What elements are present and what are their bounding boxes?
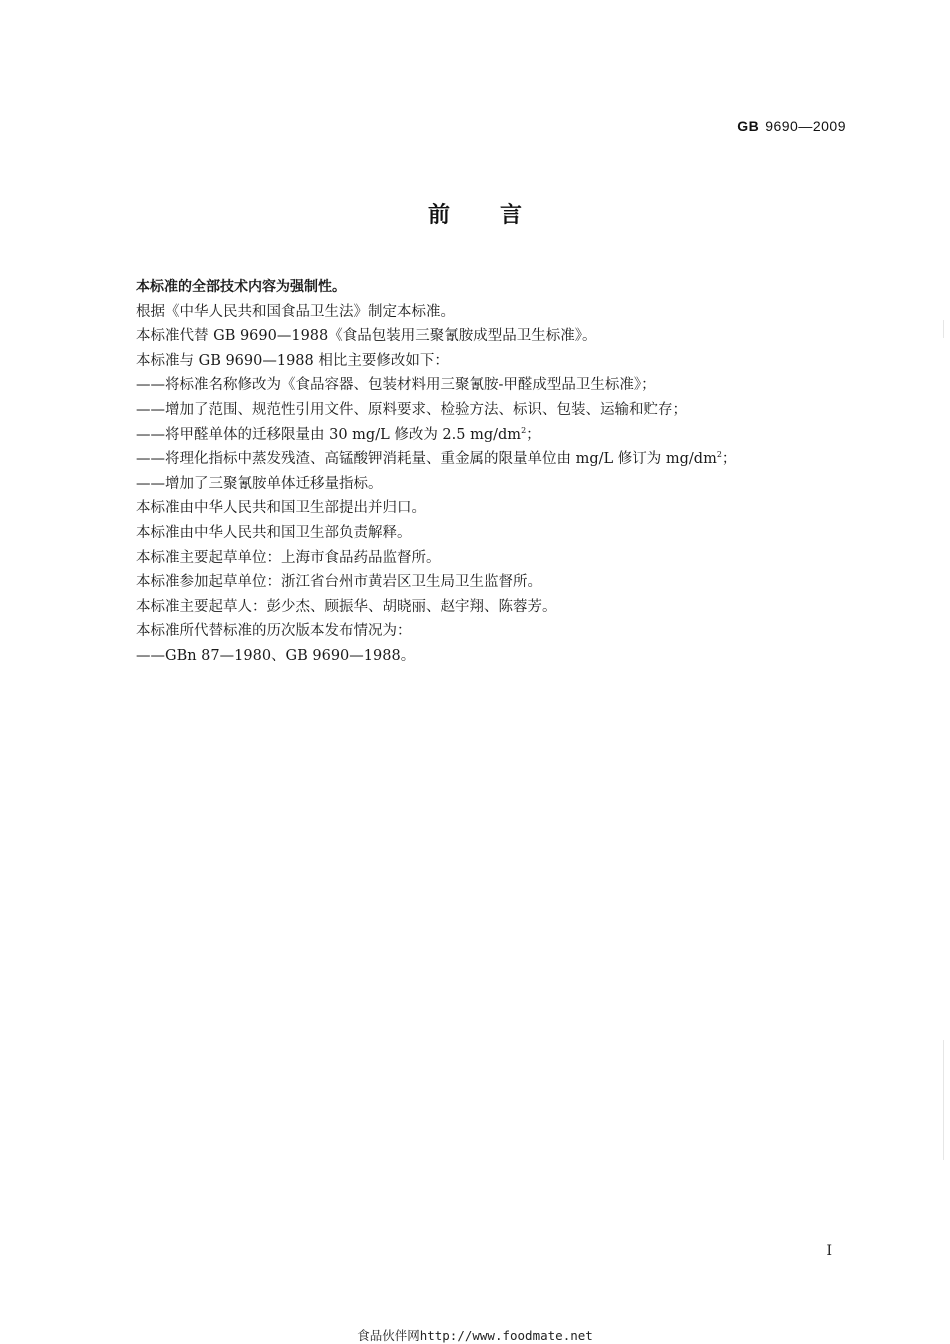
body-line-text: 本标准由中华人民共和国卫生部提出并归口。 — [136, 500, 426, 517]
body-line-text: 本标准主要起草人：彭少杰、顾振华、胡晓丽、赵宇翔、陈蓉芳。 — [136, 598, 557, 615]
body-line — [136, 373, 836, 398]
body-line — [136, 496, 836, 521]
body-line-text: 本标准主要起草单位：上海市食品药品监督所。 — [136, 549, 441, 566]
body-line — [136, 423, 836, 448]
body-line-text: 本标准的全部技术内容为强制性。 — [136, 279, 346, 295]
body-line-punct: ； — [526, 426, 541, 443]
body-line-text: 本标准代替 GB 9690—1988《食品包装用三聚氰胺成型品卫生标准》。 — [136, 328, 597, 345]
body-line — [136, 546, 836, 571]
body-line-text: 本标准所代替标准的历次版本发布情况为： — [136, 623, 412, 640]
body-line — [136, 570, 836, 595]
body-line-text: 根据《中华人民共和国食品卫生法》制定本标准。 — [136, 303, 455, 320]
foreword-body — [136, 275, 836, 669]
scan-edge-mark — [943, 320, 944, 338]
body-line-text: 本标准与 GB 9690—1988 相比主要修改如下： — [136, 352, 449, 369]
body-line-text: ——将标准名称修改为《食品容器、包装材料用三聚氰胺-甲醛成型品卫生标准》； — [136, 377, 656, 394]
body-line-text: 本标准由中华人民共和国卫生部负责解释。 — [136, 524, 412, 541]
body-line — [136, 275, 836, 300]
page-number: I — [826, 1243, 832, 1259]
body-line-text: 本标准参加起草单位：浙江省台州市黄岩区卫生局卫生监督所。 — [136, 574, 542, 591]
footer-watermark: 食品伙伴网http://www.foodmate.net — [357, 1328, 593, 1343]
body-line — [136, 619, 836, 644]
body-line-punct: ； — [721, 451, 737, 468]
body-line — [136, 644, 836, 669]
scan-edge-mark — [943, 1040, 944, 1160]
body-line — [136, 300, 836, 325]
page-title: 前言 — [427, 203, 572, 228]
body-line-text: ——增加了三聚氰胺单体迁移量指标。 — [136, 475, 383, 492]
body-line-text: ——GBn 87—1980、GB 9690—1988。 — [136, 647, 416, 664]
body-line — [136, 324, 836, 349]
body-line — [136, 472, 836, 497]
standard-code — [737, 118, 846, 134]
body-line — [136, 398, 836, 423]
body-line — [136, 447, 836, 472]
body-line — [136, 349, 836, 374]
body-line — [136, 521, 836, 546]
standard-prefix: GB — [737, 118, 760, 134]
body-line-text: ——将理化指标中蒸发残渣、高锰酸钾消耗量、重金属的限量单位由 mg/L 修订为 mg/dm — [136, 451, 717, 468]
body-line-text: ——增加了范围、规范性引用文件、原料要求、检验方法、标识、包装、运输和贮存； — [136, 401, 687, 418]
standard-number: 9690—2009 — [765, 118, 846, 134]
body-line — [136, 595, 836, 620]
superscript: 2 — [521, 425, 527, 435]
superscript: 2 — [716, 450, 722, 460]
body-line-text: ——将甲醛单体的迁移限量由 30 mg/L 修改为 2.5 mg/dm — [136, 426, 522, 443]
